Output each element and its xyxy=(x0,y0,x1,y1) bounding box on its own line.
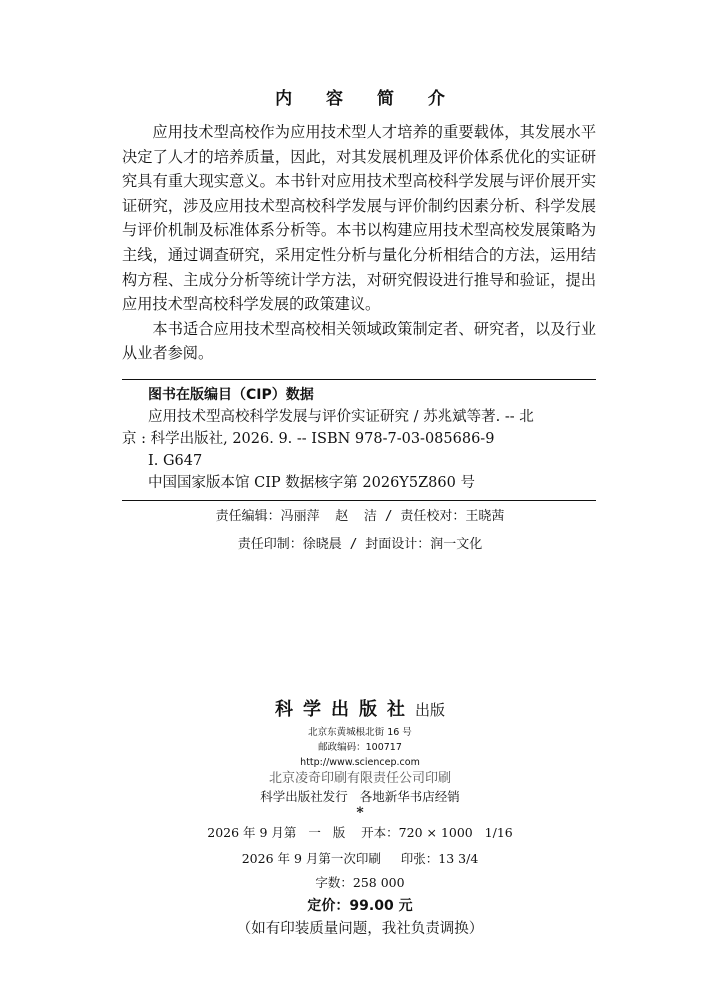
quality-note: （如有印装质量问题，我社负责调换） xyxy=(236,921,484,937)
publisher-postcode: 邮政编码：100717 xyxy=(318,742,402,753)
introduction xyxy=(122,120,596,366)
credits-production: 责任印制：徐晓晨 / 封面设计：润一文化 xyxy=(237,537,483,552)
publisher-address: 北京东黄城根北街 16 号 xyxy=(308,727,412,738)
publisher-block xyxy=(0,695,720,940)
price: 定价：99.00 元 xyxy=(307,898,413,914)
publisher-suffix: 出版 xyxy=(414,701,445,719)
cip-classification: Ⅰ. G647 xyxy=(148,453,203,469)
printing-info: 2026 年 9 月第一次印刷 印张：13 3/4 xyxy=(241,851,479,866)
credits-editors: 责任编辑：冯丽萍 赵 洁 / 责任校对：王晓茜 xyxy=(215,509,505,524)
printer: 北京凌奇印刷有限责任公司印刷 xyxy=(268,771,451,786)
publisher-name: 科学出版社 xyxy=(274,699,415,720)
page-title: 内 容 简 介 xyxy=(275,89,459,109)
word-count: 字数：258 000 xyxy=(315,875,405,890)
cip-line-1: 应用技术型高校科学发展与评价实证研究 / 苏兆斌等著. -- 北 xyxy=(148,409,534,425)
edition-info: 2026 年 9 月第 一 版 开本：720 × 1000 1/16 xyxy=(207,825,513,840)
cip-data-block xyxy=(122,379,596,501)
intro-paragraph-2: 本书适合应用技术型高校相关领域政策制定者、研究者，以及行业从业者参阅。 xyxy=(122,319,596,363)
distribution: 科学出版社发行 各地新华书店经销 xyxy=(260,789,460,804)
credits xyxy=(0,503,720,559)
cip-line-2: 京 : 科学出版社, 2026. 9. -- ISBN 978-7-03-085686-9 xyxy=(122,431,495,447)
separator-star: * xyxy=(356,805,364,821)
cip-record-number: 中国国家版本馆 CIP 数据核字第 2026Y5Z860 号 xyxy=(148,475,475,491)
publisher-url: http://www.sciencep.com xyxy=(300,757,420,768)
intro-paragraph-1: 应用技术型高校作为应用技术型人才培养的重要载体，其发展水平决定了人才的培养质量，因此，对其发展机理及评价体系优化的实证研究具有重大现实意义。本书针对应用技术型高校科学发展与评价展开实证研究，涉及应用技术型高校科学发展与评价制约因素分析、科学发展与评价机制及标准体系分析等。本书以构建应用技术型高校发展策略为主线，通过调查研究，采用定性分析与量化分析相结合的方法，运用结构方程、主成分分析等统计学方法，对研究假设进行推导和验证，提出应用技术型高校科学发展的政策建议。 xyxy=(122,123,596,314)
cip-heading: 图书在版编目（CIP）数据 xyxy=(148,387,314,403)
